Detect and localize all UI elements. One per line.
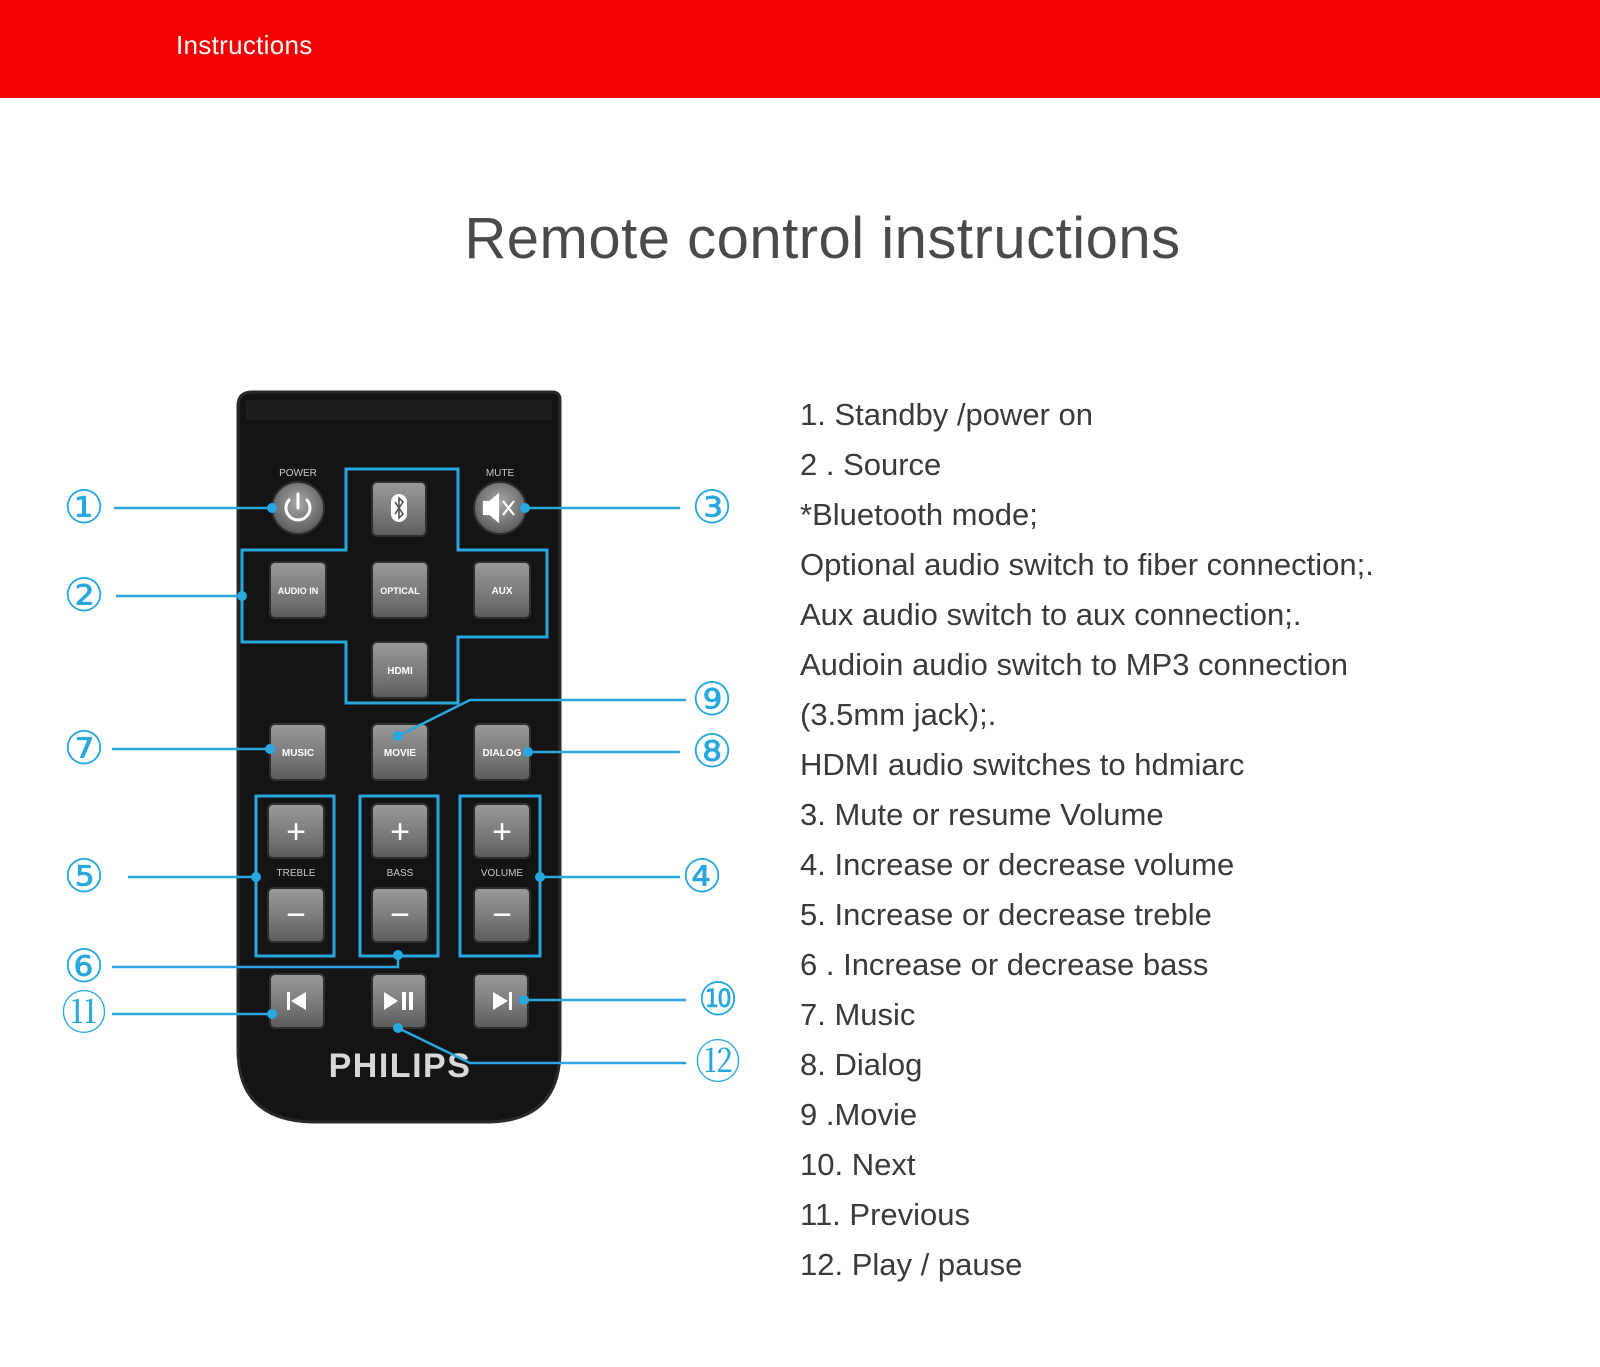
plus-icon: +	[390, 813, 410, 851]
instruction-line: 4. Increase or decrease volume	[800, 847, 1235, 882]
instruction-line: 6 . Increase or decrease bass	[800, 947, 1209, 982]
callout-1: ①	[63, 481, 105, 533]
instruction-line: 8. Dialog	[800, 1047, 923, 1082]
play-pause-button[interactable]	[372, 974, 426, 1028]
callout-10: ⑩	[697, 973, 739, 1025]
mute-label: MUTE	[485, 468, 515, 479]
treble-label: TREBLE	[276, 868, 316, 879]
previous-button[interactable]	[270, 974, 324, 1028]
remote-diagram	[0, 380, 760, 1160]
dialog-label: DIALOG	[482, 748, 522, 759]
callout-7: ⑦	[63, 722, 105, 774]
instruction-line: 10. Next	[800, 1147, 916, 1182]
minus-icon: −	[390, 896, 410, 934]
remote-top-edge	[246, 400, 552, 420]
optical-label: OPTICAL	[380, 586, 420, 596]
brand-logo: PHILIPS	[328, 1047, 472, 1085]
callout-6: ⑥	[63, 940, 105, 992]
instruction-line: HDMI audio switches to hdmiarc	[800, 747, 1245, 782]
callout-8: ⑧	[691, 725, 733, 777]
instruction-line: *Bluetooth mode;	[800, 497, 1038, 532]
aux-button[interactable]	[474, 562, 530, 618]
hdmi-button[interactable]	[372, 642, 428, 698]
instruction-line: (3.5mm jack);.	[800, 697, 997, 732]
page-title: Remote control instructions	[464, 206, 1181, 271]
music-button[interactable]	[270, 724, 326, 780]
instruction-line: Optional audio switch to fiber connection;.	[800, 547, 1374, 582]
treble-up-button[interactable]	[268, 804, 324, 858]
instruction-line: Aux audio switch to aux connection;.	[800, 597, 1302, 632]
dialog-button[interactable]	[474, 724, 530, 780]
bass-down-button[interactable]	[372, 888, 428, 942]
mute-button[interactable]	[474, 482, 526, 534]
instruction-line: 2 . Source	[800, 447, 942, 482]
volume-label: VOLUME	[480, 868, 524, 879]
instruction-line: 5. Increase or decrease treble	[800, 897, 1212, 932]
bluetooth-icon	[391, 494, 407, 522]
callout-11: ⑪	[61, 987, 107, 1039]
instruction-line: 11. Previous	[800, 1197, 971, 1232]
instruction-line: Audioin audio switch to MP3 connection	[800, 647, 1348, 682]
aux-label: AUX	[491, 586, 513, 597]
hdmi-label: HDMI	[387, 666, 413, 677]
instruction-line: 9 .Movie	[800, 1097, 918, 1132]
instructions-list	[800, 390, 1580, 1290]
callout-4: ④	[681, 850, 723, 902]
callout-2: ②	[63, 569, 105, 621]
music-label: MUSIC	[281, 748, 315, 759]
callout-9: ⑨	[691, 673, 733, 725]
callout-12: ⑫	[695, 1036, 741, 1088]
instruction-line: 12. Play / pause	[800, 1247, 1023, 1282]
callout-5: ⑤	[63, 850, 105, 902]
header-banner	[0, 0, 1600, 98]
volume-up-button[interactable]	[474, 804, 530, 858]
instruction-line: 7. Music	[800, 997, 916, 1032]
banner-title: Instructions	[176, 30, 313, 60]
bass-up-button[interactable]	[372, 804, 428, 858]
audio-in-label: AUDIO IN	[277, 586, 319, 596]
bass-label: BASS	[386, 868, 414, 879]
volume-down-button[interactable]	[474, 888, 530, 942]
bluetooth-button[interactable]	[372, 482, 426, 536]
audio-in-button[interactable]	[270, 562, 326, 618]
minus-icon: −	[286, 896, 306, 934]
treble-down-button[interactable]	[268, 888, 324, 942]
callout-3: ③	[691, 481, 733, 533]
plus-icon: +	[286, 813, 306, 851]
power-label: POWER	[279, 468, 317, 479]
power-button[interactable]	[272, 482, 324, 534]
optical-button[interactable]	[372, 562, 428, 618]
movie-label: MOVIE	[383, 748, 417, 759]
instruction-line: 1. Standby /power on	[800, 397, 1093, 432]
minus-icon: −	[492, 896, 512, 934]
instruction-line: 3. Mute or resume Volume	[800, 797, 1164, 832]
plus-icon: +	[492, 813, 512, 851]
